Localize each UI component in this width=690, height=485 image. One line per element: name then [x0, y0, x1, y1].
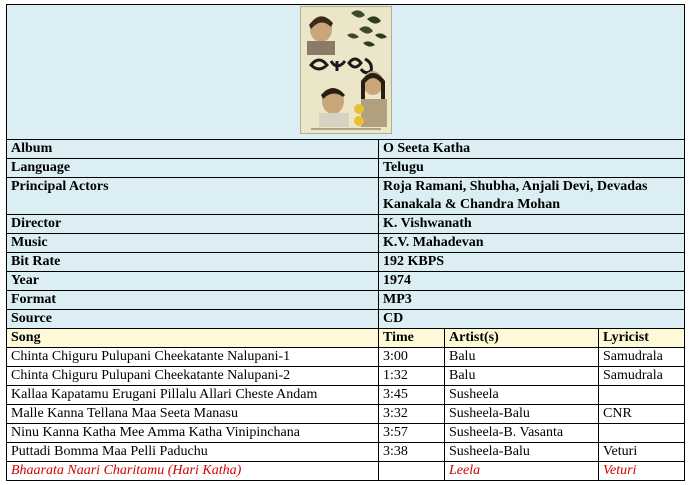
song-title: Bhaarata Naari Charitamu (Hari Katha): [7, 462, 379, 481]
album-page: [6, 4, 684, 481]
info-row-year: [7, 272, 685, 291]
info-row-source: [7, 310, 685, 329]
song-time: 3:00: [379, 348, 445, 367]
header-lyricist: Lyricist: [599, 329, 685, 348]
song-row: [7, 367, 685, 386]
info-value: MP3: [379, 291, 685, 310]
cover-art: [301, 7, 391, 133]
song-row: [7, 443, 685, 462]
song-row: [7, 424, 685, 443]
song-row: [7, 386, 685, 405]
song-artist: Balu: [445, 348, 599, 367]
song-row: [7, 405, 685, 424]
info-key: Music: [7, 234, 379, 253]
song-time: 3:45: [379, 386, 445, 405]
info-key: Album: [7, 140, 379, 159]
info-key: Bit Rate: [7, 253, 379, 272]
song-lyricist: Samudrala: [599, 348, 685, 367]
song-title: Malle Kanna Tellana Maa Seeta Manasu: [7, 405, 379, 424]
song-lyricist: Veturi: [599, 443, 685, 462]
song-lyricist: [599, 424, 685, 443]
info-key: Year: [7, 272, 379, 291]
cover-row: [7, 5, 685, 140]
info-key: Principal Actors: [7, 178, 379, 215]
song-lyricist: [599, 386, 685, 405]
info-key: Director: [7, 215, 379, 234]
info-value: CD: [379, 310, 685, 329]
info-row-language: [7, 159, 685, 178]
info-value: Roja Ramani, Shubha, Anjali Devi, Devadas Kanakala & Chandra Mohan: [379, 178, 685, 215]
info-key: Format: [7, 291, 379, 310]
song-artist: Susheela: [445, 386, 599, 405]
song-artist: Susheela-Balu: [445, 443, 599, 462]
song-header-row: [7, 329, 685, 348]
info-row-format: [7, 291, 685, 310]
song-artist: Susheela-Balu: [445, 405, 599, 424]
info-row-album: [7, 140, 685, 159]
song-title: Ninu Kanna Katha Mee Amma Katha Vinipinchana: [7, 424, 379, 443]
info-value: K. Vishwanath: [379, 215, 685, 234]
song-row-highlight: [7, 462, 685, 481]
song-lyricist: Veturi: [599, 462, 685, 481]
info-value: 192 KBPS: [379, 253, 685, 272]
song-artist: Leela: [445, 462, 599, 481]
info-value: 1974: [379, 272, 685, 291]
song-time: 3:57: [379, 424, 445, 443]
song-time: 3:38: [379, 443, 445, 462]
header-artist: Artist(s): [445, 329, 599, 348]
album-cover-image: [300, 6, 392, 134]
song-time: [379, 462, 445, 481]
song-title: Kallaa Kapatamu Erugani Pillalu Allari Cheste Andam: [7, 386, 379, 405]
info-value: O Seeta Katha: [379, 140, 685, 159]
song-time: 1:32: [379, 367, 445, 386]
info-key: Source: [7, 310, 379, 329]
info-row-actors: [7, 178, 685, 215]
song-title: Chinta Chiguru Pulupani Cheekatante Nalupani-1: [7, 348, 379, 367]
info-row-bitrate: [7, 253, 685, 272]
song-time: 3:32: [379, 405, 445, 424]
album-table: [6, 4, 685, 481]
song-lyricist: Samudrala: [599, 367, 685, 386]
info-value: Telugu: [379, 159, 685, 178]
header-song: Song: [7, 329, 379, 348]
song-title: Puttadi Bomma Maa Pelli Paduchu: [7, 443, 379, 462]
song-row: [7, 348, 685, 367]
header-time: Time: [379, 329, 445, 348]
song-title: Chinta Chiguru Pulupani Cheekatante Nalupani-2: [7, 367, 379, 386]
song-lyricist: CNR: [599, 405, 685, 424]
info-row-director: [7, 215, 685, 234]
info-key: Language: [7, 159, 379, 178]
song-artist: Susheela-B. Vasanta: [445, 424, 599, 443]
info-row-music: [7, 234, 685, 253]
info-value: K.V. Mahadevan: [379, 234, 685, 253]
song-artist: Balu: [445, 367, 599, 386]
